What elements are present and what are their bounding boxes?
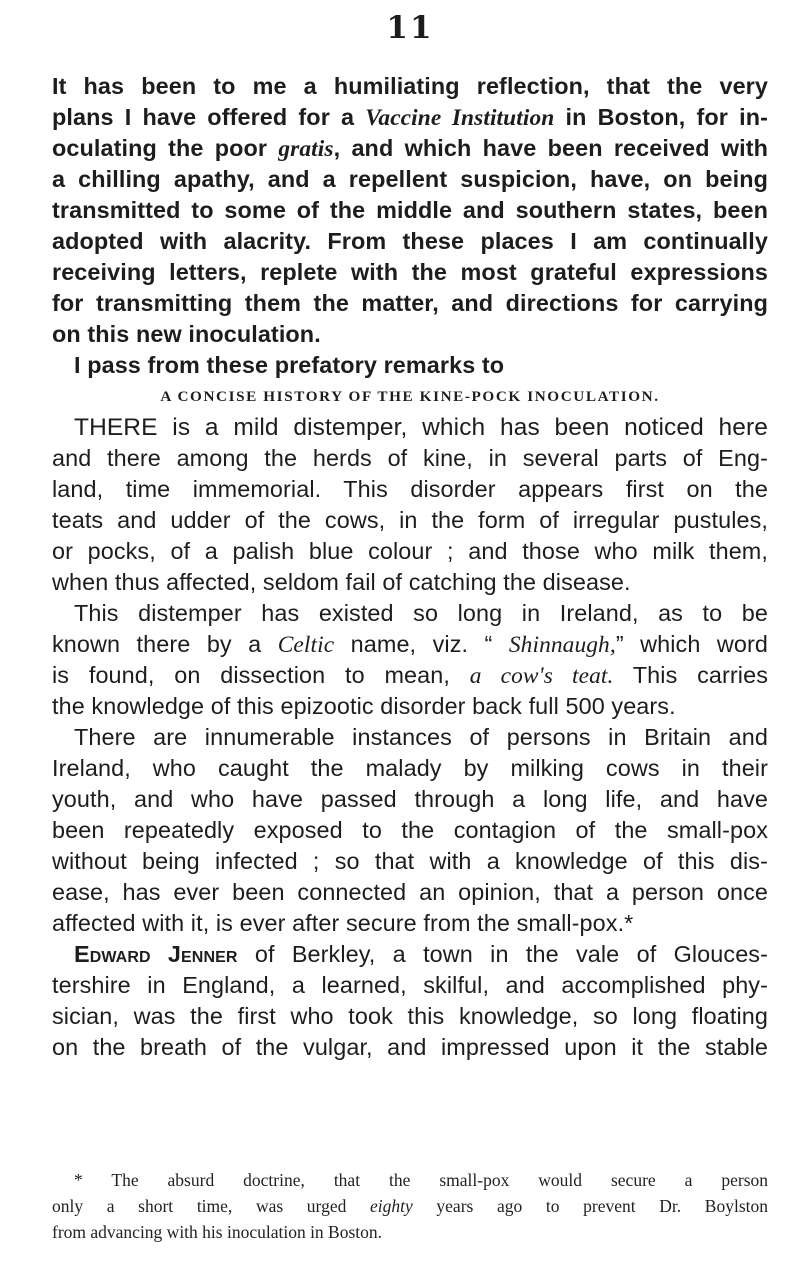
- history-p1-line-1: THERE is a mild distemper, which has been noticed here: [74, 414, 768, 441]
- history-p4-line-3: sician, was the first who took this knowledge, so long floating: [52, 1003, 768, 1029]
- history-p1-line-5: or pocks, of a palish blue colour ; and those who milk them,: [52, 538, 768, 564]
- person-name: Edward Jenner: [74, 941, 238, 967]
- history-p2-line-1: This distemper has existed so long in Ireland, as to be: [74, 600, 768, 626]
- history-p2-line-3: is found, on dissection to mean, a cow's teat. This carries: [52, 662, 768, 689]
- footnote-line-1: * The absurd doctrine, that the small-pox would secure a person: [74, 1170, 768, 1190]
- history-p1-line-6: when thus affected, seldom fail of catching the disease.: [52, 569, 631, 595]
- intro-line-5: transmitted to some of the middle and southern states, been: [52, 197, 768, 223]
- history-p4-line-4: on the breath of the vulgar, and impressed upon it the stable: [52, 1034, 768, 1060]
- history-p1-line-4: teats and udder of the cows, in the form of irregular pustules,: [52, 507, 768, 533]
- section-heading: A CONCISE HISTORY OF THE KINE-POCK INOCULATION.: [160, 388, 660, 405]
- history-p1-line-2: and there among the herds of kine, in several parts of Eng-: [52, 445, 768, 471]
- history-p3-line-5: without being infected ; so that with a knowledge of this dis-: [52, 848, 768, 874]
- intro-line-7: receiving letters, replete with the most grateful expressions: [52, 259, 768, 285]
- history-p4-line-2: tershire in England, a learned, skilful, and accomplished phy-: [52, 972, 768, 998]
- intro-line-1: It has been to me a humiliating reflection, that the very: [52, 73, 768, 99]
- intro-line-10: I pass from these prefatory remarks to: [74, 352, 505, 378]
- intro-line-4: a chilling apathy, and a repellent suspicion, have, on being: [52, 166, 768, 192]
- history-p2-line-4: the knowledge of this epizootic disorder back full 500 years.: [52, 693, 676, 719]
- intro-line-2: plans I have offered for a Vaccine Institution in Boston, for in-: [52, 104, 768, 131]
- footnote: [52, 1167, 768, 1245]
- footnote-line-2: only a short time, was urged eighty years ago to prevent Dr. Boylston: [52, 1196, 769, 1216]
- page-number: 11: [386, 10, 434, 46]
- intro-line-6: adopted with alacrity. From these places I am continually: [52, 228, 768, 254]
- history-p3-line-3: youth, and who have passed through a long life, and have: [52, 786, 768, 812]
- book-page: [52, 0, 768, 1285]
- intro-line-3: oculating the poor gratis, and which have been received with: [52, 135, 769, 162]
- history-p1-line-3: land, time immemorial. This disorder appears first on the: [52, 476, 768, 502]
- body-text: [52, 71, 768, 1063]
- intro-line-9: on this new inoculation.: [52, 321, 321, 347]
- history-p3-line-7: affected with it, is ever after secure from the small-pox.*: [52, 910, 634, 936]
- history-p3-line-1: There are innumerable instances of persons in Britain and: [74, 724, 768, 750]
- history-p4-line-1: Edward Jenner of Berkley, a town in the vale of Glouces-: [74, 941, 768, 967]
- history-p3-line-6: ease, has ever been connected an opinion, that a person once: [52, 879, 768, 905]
- intro-line-8: for transmitting them the matter, and directions for carrying: [52, 290, 768, 316]
- history-p3-line-2: Ireland, who caught the malady by milking cows in their: [52, 755, 768, 781]
- history-p3-line-4: been repeatedly exposed to the contagion of the small-pox: [52, 817, 768, 843]
- footnote-line-3: from advancing with his inoculation in Boston.: [52, 1222, 383, 1242]
- history-p2-line-2: known there by a Celtic name, viz. “ Shinnaugh,” which word: [52, 631, 768, 658]
